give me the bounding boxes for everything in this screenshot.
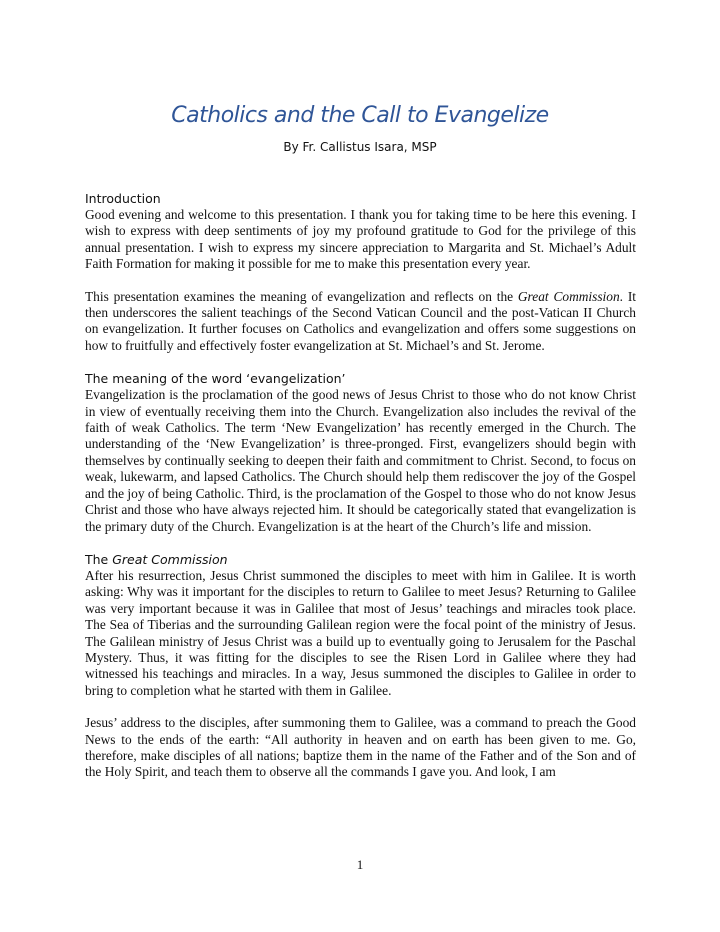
- section-heading-introduction: Introduction: [85, 191, 161, 206]
- section-heading-great-commission: [85, 551, 636, 568]
- page-title: Catholics and the Call to Evangelize: [171, 103, 549, 128]
- paragraph-commission-2: Jesus’ address to the disciples, after summoning them to Galilee, was a command to preach the Good News to the ends of the earth: “All authority in heaven and on earth has been given to me. Go, therefore, make disciples of all nations; baptize them in the name of the Father and of the Son and of the Holy Spirit, and teach them to observe all the commands I gave you. And look, I am: [85, 715, 636, 780]
- paragraph-intro-1: Good evening and welcome to this presentation. I thank you for taking time to be here this evening. I wish to express with deep sentiments of joy my profound gratitude to God for the privilege of this annual presentation. I wish to express my sincere appreciation to Margarita and St. Michael’s Adult Faith Formation for making it possible for me to make this presentation every year.: [85, 207, 636, 272]
- section-heading-meaning: The meaning of the word ‘evangelization’: [85, 371, 346, 387]
- heading-italic: Great Commission: [112, 551, 228, 567]
- heading-prefix: The: [85, 551, 113, 567]
- paragraph-intro-2-part-b: . It then underscores the salient teachings of the Second Vatican Council and the post-Vatican II Church on evangelization. It further focuses on Catholics and evangelization and offers some suggestions on how to fruitfully and effectively foster evangelization at St. Michael’s and St. Jerome.: [85, 288, 637, 353]
- author-byline: By Fr. Callistus Isara, MSP: [283, 140, 437, 154]
- paragraph-commission-1: After his resurrection, Jesus Christ summoned the disciples to meet with him in Galilee. It is worth asking: Why was it important for the disciples to return to Galilee to meet Jesus? Returning to Galilee was very important because it was in Galilee that most of Jesus’ teachings and miracles took place. The Sea of Tiberias and the surrounding Galilean region were the focal point of the ministry of Jesus. The Galilean ministry of Jesus Christ was a build up to eventually going to Jerusalem for the Paschal Mystery. Thus, it was fitting for the disciples to see the Risen Lord in Galilee where they had witnessed his teachings and miracles. In a way, Jesus summoned the disciples to Galilee in order to bring to completion what he started with them in Galilee.: [85, 567, 636, 698]
- paragraph-meaning-1: Evangelization is the proclamation of the good news of Jesus Christ to those who do not know Christ in view of eventually receiving them into the Church. Evangelization also includes the revival of the faith of weak Catholics. The term ‘New Evangelization’ has recently emerged in the Church. The understanding of the ‘New Evangelization’ is three-pronged. First, evangelizers should begin with themselves by continually seeking to deepen their faith and commitment to Christ. Second, to focus on weak, lukewarm, and lapsed Catholics. The Church should help them rediscover the joy of the Gospel and the joy of being Catholic. Third, is the proclamation of the Gospel to those who do not know Jesus Christ and those who have always rejected him. It should be categorically stated that evangelization is the primary duty of the Church. Evangelization is at the heart of the Church’s life and mission.: [85, 387, 636, 534]
- page-number: 1: [356, 857, 364, 872]
- great-commission-emphasis: Great Commission: [517, 288, 620, 304]
- paragraph-intro-2: [85, 289, 636, 355]
- paragraph-intro-2-part-a: This presentation examines the meaning of evangelization and reflects on the: [85, 288, 518, 304]
- document-body: [85, 190, 636, 781]
